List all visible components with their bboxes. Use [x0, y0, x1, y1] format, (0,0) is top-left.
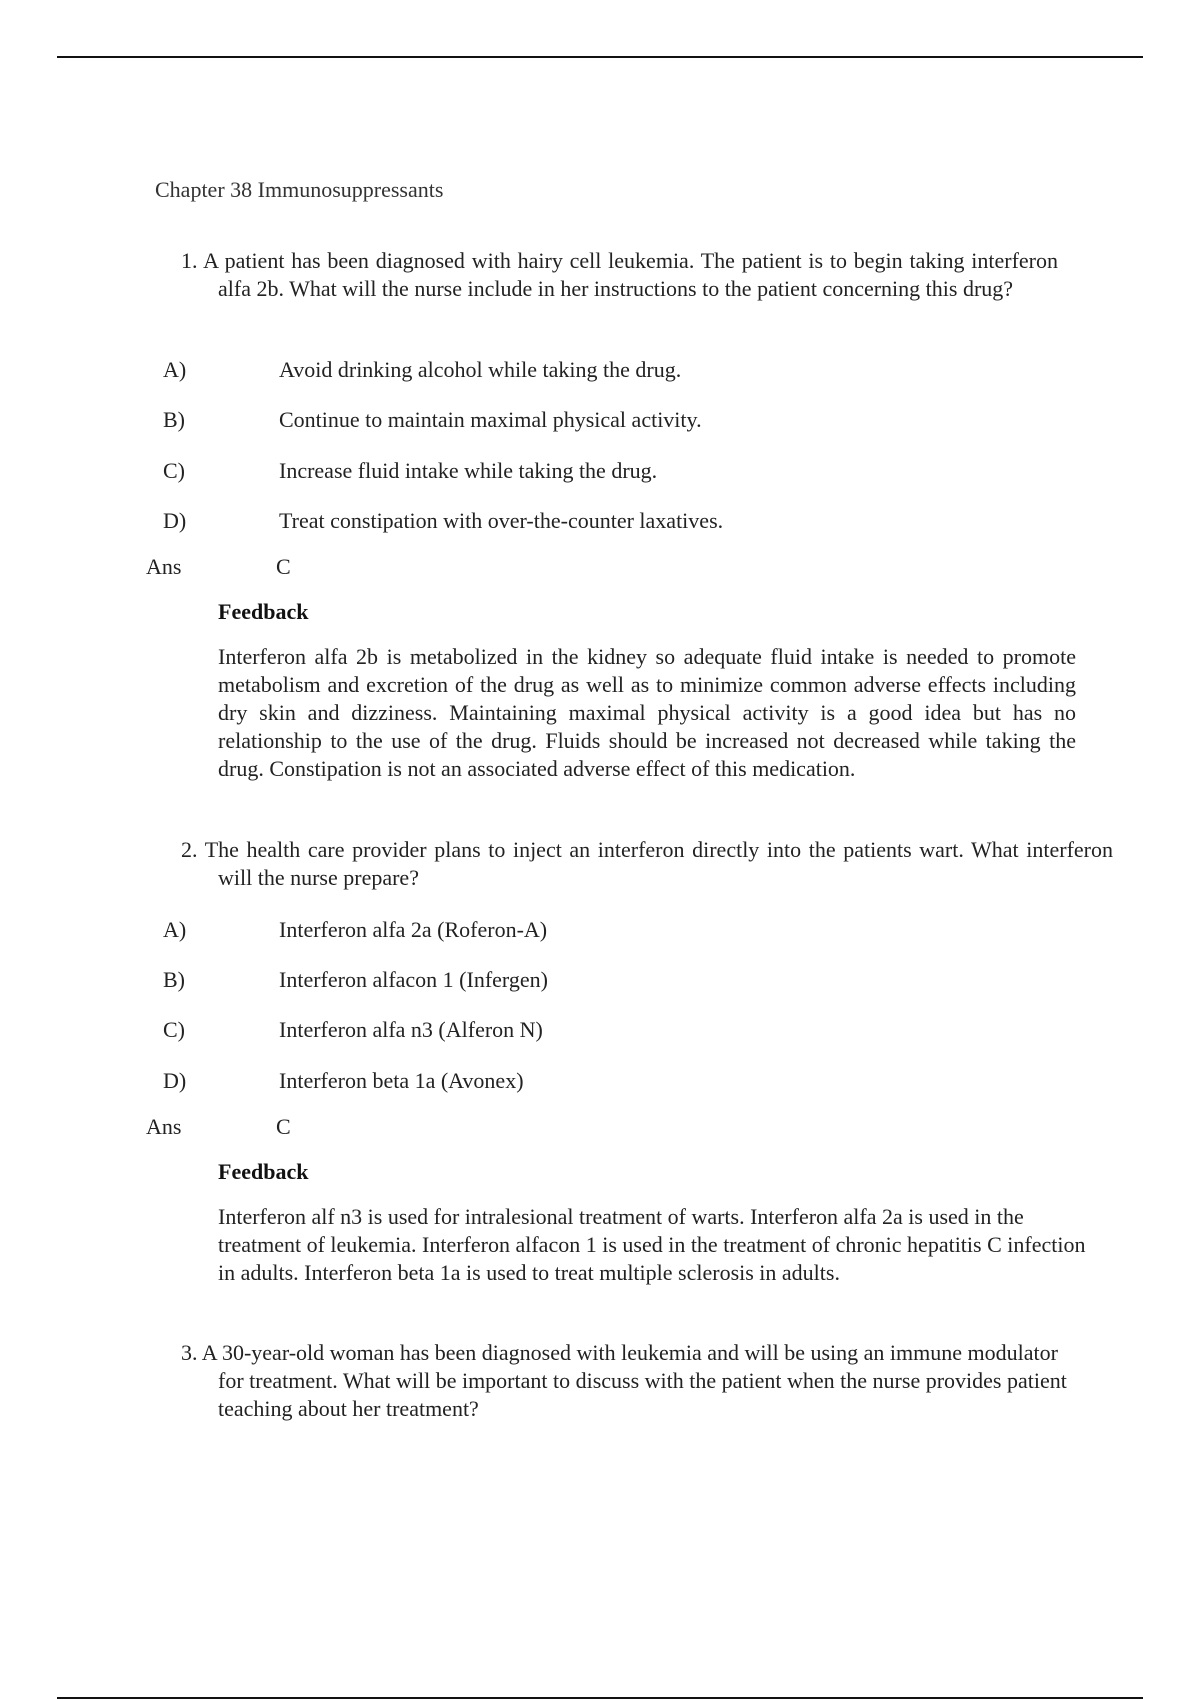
answer-value: C: [276, 1114, 291, 1139]
question-3-stem: [181, 1339, 1088, 1423]
question-number: 1.: [181, 248, 198, 273]
option-letter: D): [163, 1068, 187, 1093]
page-title: Chapter 38 Immunosuppressants: [155, 177, 444, 202]
feedback-heading: Feedback: [218, 1159, 309, 1184]
answer-label: Ans: [146, 554, 182, 579]
question-2-stem: [181, 836, 1113, 892]
option-text: Treat constipation with over-the-counter laxatives.: [279, 508, 724, 533]
answer-label: Ans: [146, 1114, 182, 1139]
question-number: 2.: [181, 837, 198, 862]
question-number: 3.: [181, 1340, 198, 1365]
option-text: Avoid drinking alcohol while taking the drug.: [279, 357, 682, 382]
option-letter: C): [163, 1017, 185, 1042]
option-text: Interferon alfa 2a (Roferon-A): [279, 917, 548, 942]
option-text: Interferon alfacon 1 (Infergen): [279, 967, 548, 992]
feedback-heading: Feedback: [218, 599, 309, 624]
top-rule: [57, 56, 1143, 58]
question-text: A patient has been diagnosed with hairy cell leukemia. The patient is to begin taking interferon alfa 2b. What will the nurse include in her instructions to the patient concerning this drug?: [203, 248, 1058, 301]
option-text: Increase fluid intake while taking the drug.: [279, 458, 658, 483]
option-letter: A): [163, 917, 187, 942]
option-text: Interferon beta 1a (Avonex): [279, 1068, 524, 1093]
option-letter: B): [163, 967, 185, 992]
feedback-text: Interferon alfa 2b is metabolized in the kidney so adequate fluid intake is needed to promote metabolism and excretion of the drug as well as to minimize common adverse effects including dry skin and dizziness. Maintaining maximal physical activity is a good idea but has no relationship to the use of the drug. Fluids should be increased not decreased while taking the drug. Constipation is not an associated adverse effect of this medication.: [218, 644, 1076, 781]
answer-value: C: [276, 554, 291, 579]
bottom-rule: [57, 1697, 1143, 1699]
question-text: The health care provider plans to inject an interferon directly into the patients wart. What interferon will the nurse prepare?: [204, 837, 1113, 890]
option-letter: D): [163, 508, 187, 533]
option-letter: A): [163, 357, 187, 382]
option-letter: B): [163, 407, 185, 432]
feedback-text: Interferon alf n3 is used for intralesional treatment of warts. Interferon alfa 2a is used in the treatment of leukemia. Interferon alfacon 1 is used in the treatment of chronic hepatitis C infection in adults. Interferon beta 1a is used to treat multiple sclerosis in adults.: [218, 1204, 1086, 1285]
option-text: Continue to maintain maximal physical activity.: [279, 407, 702, 432]
question-1-stem: [181, 247, 1058, 303]
option-text: Interferon alfa n3 (Alferon N): [279, 1017, 543, 1042]
option-letter: C): [163, 458, 185, 483]
question-text: A 30-year-old woman has been diagnosed with leukemia and will be using an immune modulator for treatment. What will be important to discuss with the patient when the nurse provides patient teaching about her treatment?: [201, 1340, 1067, 1421]
